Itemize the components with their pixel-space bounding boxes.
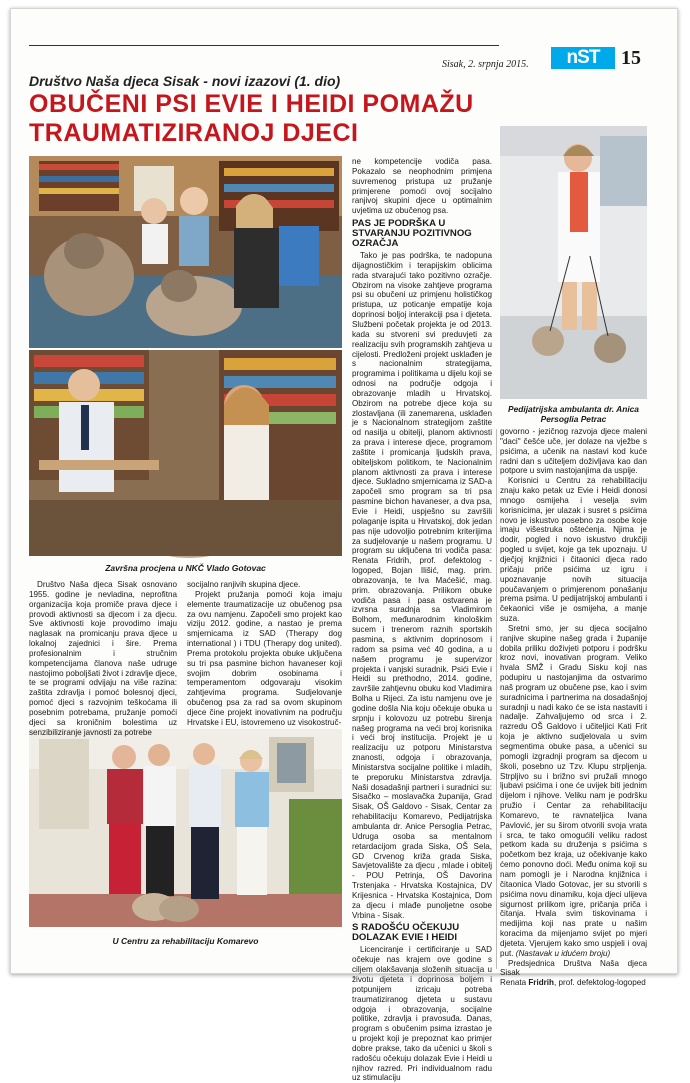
photo-library-assessment xyxy=(29,350,342,556)
subheading-s-radoscu: S RADOŠĆU OČEKUJU DOLAZAK EVIE I HEIDI xyxy=(352,922,460,944)
col4-paragraph-2-text: Sretni smo, jer su djeca socijalno ranjive skupine našeg grada i županije dobila priliku doživjeti potporu i podršku kroz novi, inovativan program. Veliko hvala SMŽ i Gradu Sisku koji nas podupiru u nastojanjima da ostvarimo naš program uz obučene pse, kao i svim suradnicima i partnerima na dosadašnjoj suradnji u nadi kako će se ista nastaviti i nadalje. Zahvaljujemo od srca i 2. razredu OŠ Galdovo i učiteljici Kati Frit koja je aktivno sudjelovala u svim segmentima obuke pasa, a učenici su pomogli izgradnji program sa djecom u školi, posebno uz Tzv. Klupu strpljenja. Strpljivo su i brižno svi pružali mnogo ljubavi psićima i one će uvijek biti jednim dijelom i njihove. Veliku nam je podršku pružio i Centar za rehabilitaciju Komarevo, te ravnateljica Ivana Pavlović, jer su širom otvorili svoja vrata i srca, te tako omogućili veliku radost petkom kada su druženja s psićima s početkom bez kraja, uz očekivanje kako ćemo ponovno doći. Među onima koji su nam pomogli je i Narodna knjižnica i čitaonica Vlado Gotovac, jer su stvorili s psićima novu dinamiku, koja djeci ulijeva sigurnost prilikom igre, pričanja priča i čitanja. Hvala svim tiskovinama i medijima koji nas prate u našim koracima da mijenjamo svijet po mjeri djeteta. Vjerujem kako smo uspjeli i ovaj put. xyxy=(500,623,647,958)
signature-name xyxy=(500,978,647,988)
col1-paragraph: Društvo Naša djeca Sisak osnovano 1955. godine je nevladina, neprofitna organizacija koja promiče prava djece i provodi aktivnosti sa djecom i za djecu. Sve aktivnosti koje provodimo imaju naglasak na promicanju prava djece u lokalnoj zajednici i šire. Prema profesionalnim i stručnim kompetencijama članova naše udruge nastojimo poboljšati život i zdravlje djece, te se programi odvijaju na više razina: zaštita zdravlja i pomoć bolesnoj djeci, pomoć djeci s razvojnim teškoćama ili posebnim potrebama, pružanje pomoći djeci sa kroničnim bolestima uz senzibiliziranje javnosti za potrebe xyxy=(29,580,178,737)
page-number: 15 xyxy=(621,47,641,69)
col4-paragraph-2 xyxy=(500,624,647,959)
col3-paragraph-lead: ne kompetencije vodiča pasa. Pokazalo se neophodnim primjena suvremenog pristupa uz pružanje primjerene pomoći ovoj socijalno ranjivoj skupini djece u optimalnim uvjetima uz obučenog psa. xyxy=(352,157,492,216)
col2-paragraph-lead: socijalno ranjivih skupina djece. xyxy=(187,580,301,589)
caption-komarevo: U Centru za rehabilitaciju Komarevo xyxy=(112,936,259,946)
issue-date: Sisak, 2. srpnja 2015. xyxy=(442,59,529,70)
signature-first-name: Renata xyxy=(500,978,527,988)
newspaper-page xyxy=(10,8,678,1083)
article-headline: OBUČENI PSI EVIE I HEIDI POMAŽU TRAUMATIZIRANOJ DJECI xyxy=(29,90,474,147)
col4-paragraph-lead: govorno - jezičnog razvoja djece maleni "daci" češće uče, jer dolaze na vježbe s psićima, a učenik na nastavi kod kuće radni dan s učiteljem doživljava kao dan potpore u svim nastojanjima da uspije. xyxy=(500,427,647,476)
photo-doctor-with-dogs xyxy=(500,126,647,399)
col4-paragraph: Korisnici u Centru za rehabilitaciju znaju kako petak uz Evie i Heidi donosi mnogo osmijeha i veselja svim korisnicima, jer ulazak i susret s psićima novo je iskustvo posebno za osobe koje imaju višestruka oštećenja. Njima je dodir, pogled i novo iskustvo drukčiji pogled u svijet, koje ga tek upoznaju. U dječjoj knjižnici i čitaonici djeca rado pričaju priče psićima uz igru i upoznavanje novih situacija poučavanjem o primjerenom ponašanju prema psima. U pedijatrijskoj ambulanti i čekaonici više je osmijeha, a manje suza. xyxy=(500,476,647,624)
header-rule xyxy=(29,45,499,46)
signature-role: , prof. defektolog-logoped xyxy=(554,978,646,988)
text-column-3 xyxy=(352,157,492,1083)
col3-paragraph-2: Licenciranje i certificiranje u SAD očekuje nas krajem ove godine s ciljem olakšavanja složenih situacija u životu djeteta i doprinosa boljem i potpunijem izricaju potreba traumatiziranog djeteta u sustavu odgoja i obrazovanja, socijalne politike, zdravlja i pravosuđa. Danas, program s obučenim psima izrastao je u projekt koji je prepoznat kao primjer dobre prakse, tako da učenici u školi s radošću očekuju dolazak Evie i Heidi u njihov razred. Pri individualnom radu uz stimulaciju xyxy=(352,945,492,1083)
article-kicker: Društvo Naša djeca Sisak - novi izazovi (1. dio) xyxy=(29,73,341,89)
text-column-4 xyxy=(500,427,647,988)
signature-last-name: Fridrih xyxy=(528,978,554,988)
col3-paragraph: Tako je pas podrška, te nadopuna dijagnostičkim i terapijskim oblicima rada stvarajući tako pozitivno ozračje. Obzirom na visoke zahtjeve programa psi su obučeni uz primjenu holističkog pristupa, uz poticanje empatije koja doprinosi boljoj interakciji psa i djeteta. Službeni početak projekta je od 2013. kada su stvoreni svi preduvjeti za realizaciju svih programskih zahtjeva u cijelosti. Predloženi projekt usklađen je s nacionalnim strategijama, programima i politikama u dijelu koji se odnosi na područje odgoja i obrazovanje mladih u Hrvatskoj. Obzirom na potrebe djece koja su zlostavljana (ili zanemarena, usklađen je s Nacionalnom strategijom zaštite od nasilja u obitelji, planom aktivnosti za prava i interese djece, programom zaštite i promicanja ljudskih prava, obiteljskom politikom, te Nacionalnim planom aktivnosti za prava i interese djece. Sukladno smjernicama iz SAD-a započeli smo program sa tri psa pasmine bichon havaneser, a dva psa, Evie i Heidi, uspješno su završili polaganje ispita u Hrvatskoj, dok jedan pas nije udovoljio potrebnim kriterijima za sudjelovanje u našem programu. U program su uključena tri vodiča pasa: Renata Fridrih, prof. defektolog - logoped, Bojan Ilišić, mag. prim. obrazovanja, te Iva Maćešić, mag. prim. obrazovanja. Prilikom obuke vodiča pasa i pasa ostvarena je izvrsna suradnja sa Vladimirom Bolhom, međunarodnim kinološkim sucem i trenerom raznih sportskih pasmina, s aktivnim doprinosom i radom sa psima već 40 godina, a u našem programu je supervizor projekta i vanjski suradnik. Psići Evie i Heidi su prethodno, 2014. godine, završile zahtjevnu obuku kod Vladimira Bolha u Rijeci. Za istu namjenu ove je godine došla Nia koju očekuje obuka u srpnju i kolovozu uz potrebu širenja našeg programa na veći broj korisnika i veći broj institucija. Projekt je u realizaciju uz potporu Ministarstva znanosti, odgoja i obrazovanja, Ministarstva socijalne politike i mladih, te preporuku Ministarstva zdravlja. Naši dosadašnji partneri i suradnici su: Sisačko – moslavačka županija, Grad Sisak, OŠ Galdovo - Sisak, Centar za rehabilitaciju Komarevo, Pedijatrijska ambulanta dr. Anice Persoglia Petrac, Udruga osoba sa mentalnom retardacijom grada Siska, OŠ Sela, GD Crvenog križa grada Siska, Savjetovalište za djecu , mlade i obitelj - POU Petrinja, OŠ Davorina Trstenjaka - Hrvatska Kostajnica, DV Krijesnica - Hrvatska Kostajnica, Dom za djecu i mlađe punoljetne osobe Vrbina - Sisak. xyxy=(352,251,492,920)
text-column-2 xyxy=(187,580,342,728)
publication-logo: nST xyxy=(551,47,615,69)
col2-paragraph: Projekt pružanja pomoći koja imaju elemente traumatizacije uz obučenog psa za ovu namjenu. Započeli smo projekt kao viziju 2012. godine, a nastao je prema smjernicama iz SAD (Therapy dog international ) i TDU (Therapy dog united). Prema protokolu projekta obuke uključena su tri psa pasmine bichon havaneser koji svojim dobrim osobinama i temperamentom odgovaraju visokim zahtjevima programa. Sudjelovanje obučenog psa za rad sa ovom skupinom djece čine projekt inovativnim na području Hrvatske i EU, istovremeno uz visokostruč- xyxy=(187,589,342,727)
continued-note: (Nastavak u idućem broju) xyxy=(515,948,611,958)
photo-children-with-dogs xyxy=(29,156,342,348)
text-column-1 xyxy=(29,580,177,738)
caption-library: Završna procjena u NKČ Vlado Gotovac xyxy=(105,563,266,573)
caption-doctor: Pedijatrijska ambulanta dr. Anica Persoglia Petrac xyxy=(508,404,639,424)
signature-title: Predsjednica Društva Naša djeca Sisak xyxy=(500,958,647,978)
column-divider xyxy=(496,429,497,969)
photo-komarevo-group xyxy=(29,729,342,927)
subheading-pas-je-podrska: PAS JE PODRŠKA U STVARANJU POZITIVNOG OZRAČJA xyxy=(352,218,472,250)
